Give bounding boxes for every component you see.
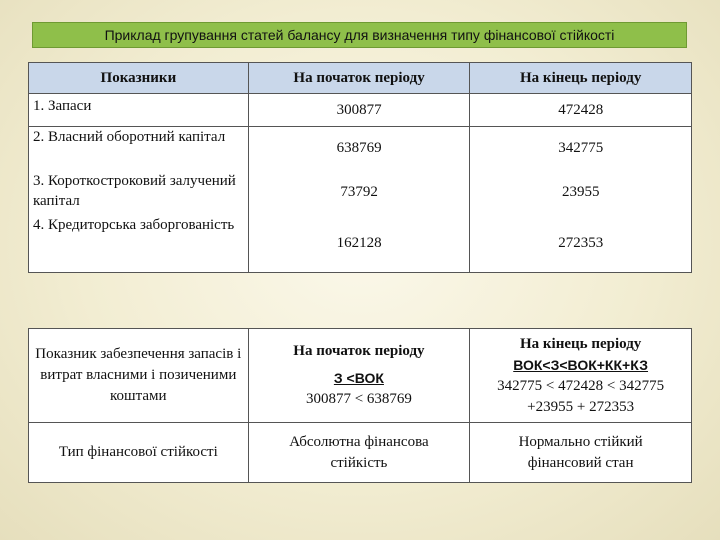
type-start: Абсолютна фінансова стійкість: [248, 423, 470, 483]
header-period-end: На кінець періоду: [470, 63, 692, 94]
balance-items-table: [28, 62, 692, 273]
row-value-end: 342775: [470, 127, 692, 171]
period-start-header: На початок періоду: [293, 343, 425, 359]
period-start-calc: 300877 < 638769: [305, 391, 412, 407]
row-value-start: 73792: [248, 171, 470, 215]
indicator-label: Показник забезпечення запасів і витрат власними і позиченими коштами: [29, 329, 249, 423]
row-value-start: 638769: [248, 127, 470, 171]
table-row: [29, 329, 692, 423]
row-value-end: 272353: [470, 215, 692, 273]
row-value-start: 300877: [248, 94, 470, 127]
header-period-start: На початок періоду: [248, 63, 470, 94]
table-row: [29, 423, 692, 483]
row-label: 3. Короткостроковий залучений капітал: [29, 171, 249, 215]
type-label: Тип фінансової стійкості: [29, 423, 249, 483]
table-row: [29, 127, 692, 171]
table-row: [29, 171, 692, 215]
slide-title: [32, 22, 687, 48]
period-end-header: На кінець періоду: [519, 335, 642, 352]
row-label: 1. Запаси: [29, 94, 249, 127]
period-end-calc: 342775 < 472428 < 342775 +23955 + 272353: [497, 377, 665, 415]
row-value-end: 23955: [470, 171, 692, 215]
row-label: 4. Кредиторська заборгованість: [29, 215, 249, 273]
financial-stability-table: [28, 328, 692, 483]
row-value-end: 472428: [470, 94, 692, 127]
period-end-formula: ВОК<З<ВОК+КК+КЗ: [513, 356, 649, 373]
period-start-cell: [248, 329, 470, 423]
table-header-row: [29, 63, 692, 94]
table-row: [29, 215, 692, 273]
period-start-formula: З <ВОК: [333, 370, 384, 386]
type-end: Нормально стійкий фінансовий стан: [470, 423, 692, 483]
row-label: 2. Власний оборотний капітал: [29, 127, 249, 171]
period-end-cell: [470, 329, 692, 423]
header-indicators: Показники: [29, 63, 249, 94]
table-row: [29, 94, 692, 127]
slide-title-text: Приклад групування статей балансу для визначення типу фінансової стійкості: [104, 27, 615, 43]
row-value-start: 162128: [248, 215, 470, 273]
